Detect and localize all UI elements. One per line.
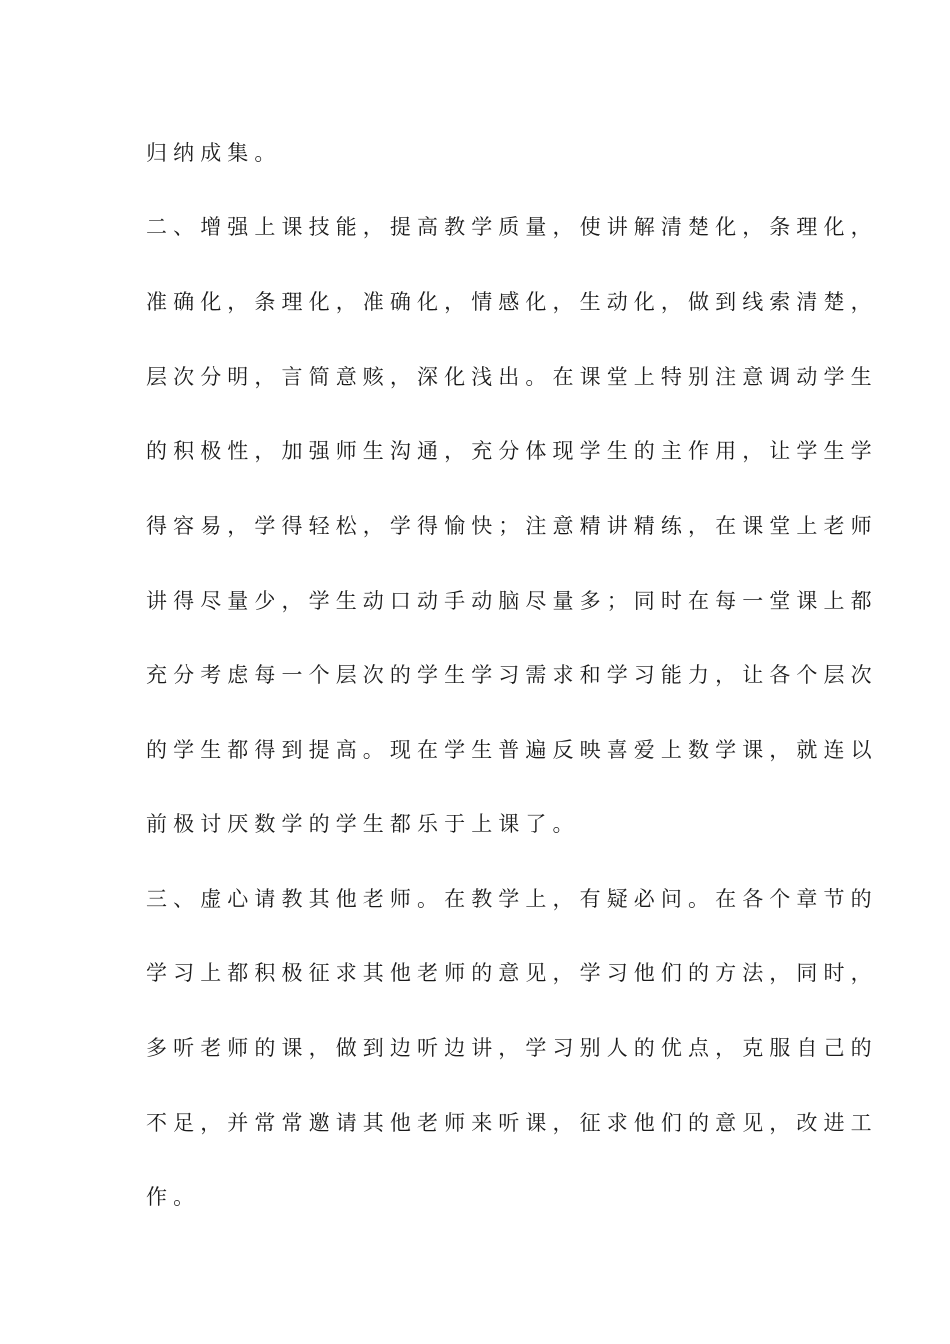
text-line: 层次分明，言简意赅，深化浅出。在课堂上特别注意调动学生 bbox=[146, 365, 878, 389]
text-line: 充分考虑每一个层次的学生学习需求和学习能力，让各个层次 bbox=[146, 663, 878, 687]
text-line: 的积极性，加强师生沟通，充分体现学生的主作用，让学生学 bbox=[146, 439, 878, 463]
text-line: 的学生都得到提高。现在学生普遍反映喜爱上数学课，就连以 bbox=[146, 738, 878, 762]
text-line: 归纳成集。 bbox=[146, 141, 282, 165]
text-line: 三、虚心请教其他老师。在教学上，有疑必问。在各个章节的 bbox=[146, 887, 878, 911]
text-line: 不足，并常常邀请其他老师来听课，征求他们的意见，改进工 bbox=[146, 1111, 878, 1135]
text-line: 多听老师的课，做到边听边讲，学习别人的优点，克服自己的 bbox=[146, 1036, 878, 1060]
text-line: 二、增强上课技能，提高教学质量，使讲解清楚化，条理化， bbox=[146, 215, 878, 239]
text-line: 前极讨厌数学的学生都乐于上课了。 bbox=[146, 812, 580, 836]
text-line: 讲得尽量少，学生动口动手动脑尽量多；同时在每一堂课上都 bbox=[146, 589, 878, 613]
text-line: 准确化，条理化，准确化，情感化，生动化，做到线索清楚， bbox=[146, 290, 878, 314]
text-line: 学习上都积极征求其他老师的意见，学习他们的方法，同时， bbox=[146, 961, 878, 985]
text-line: 作。 bbox=[146, 1185, 201, 1209]
text-line: 得容易，学得轻松，学得愉快；注意精讲精练，在课堂上老师 bbox=[146, 514, 878, 538]
